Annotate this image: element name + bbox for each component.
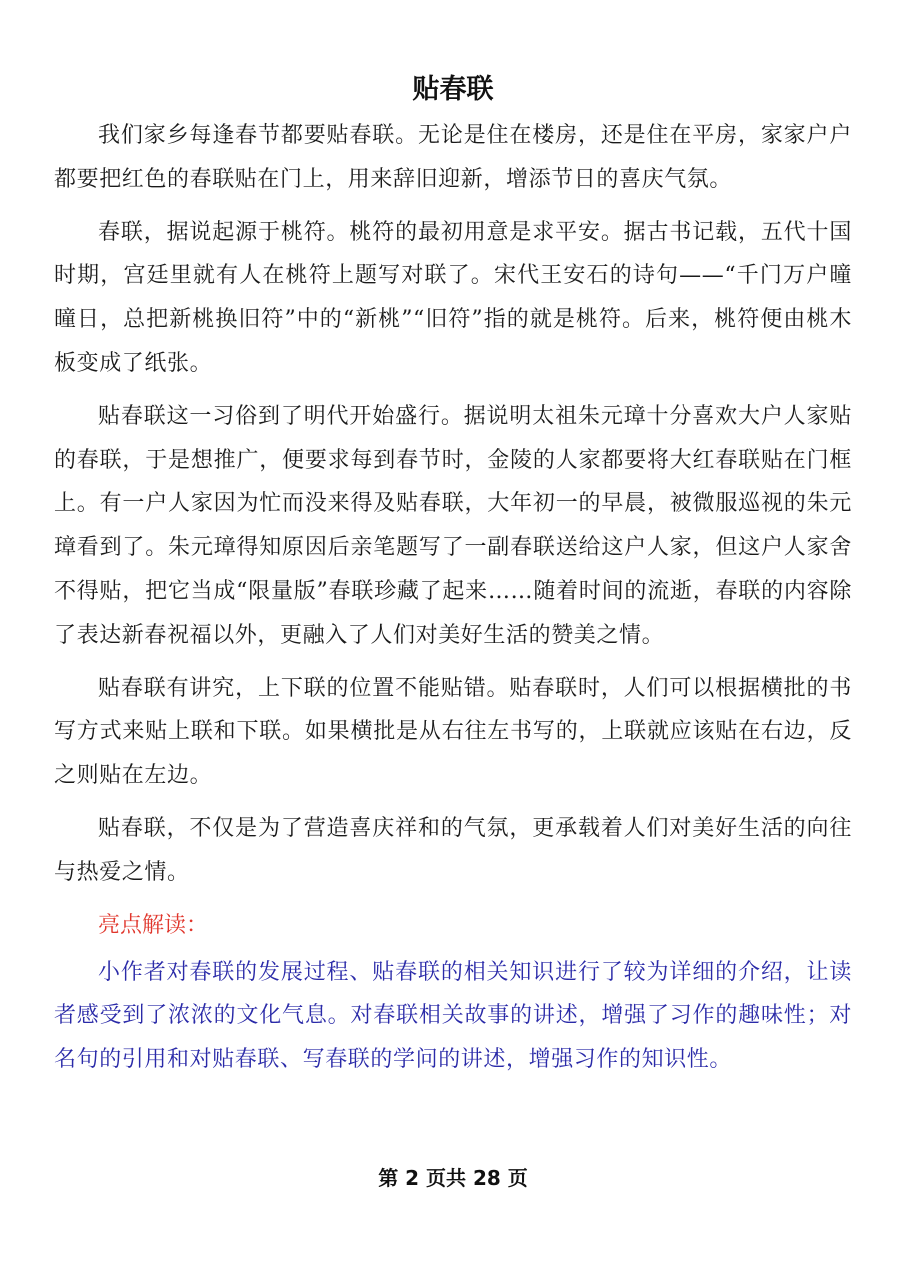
essay-paragraph-1: 我们家乡每逢春节都要贴春联。无论是住在楼房，还是住在平房，家家户户都要把红色的春联贴在门上，用来辞旧迎新，增添节日的喜庆气氛。: [54, 123, 852, 192]
highlight-commentary: 小作者对春联的发展过程、贴春联的相关知识进行了较为详细的介绍，让读者感受到了浓浓的文化气息。对春联相关故事的讲述，增强了习作的趣味性；对名句的引用和对贴春联、写春联的学问的讲述，增强习作的知识性。: [54, 959, 852, 1073]
essay-paragraph-4: 贴春联有讲究，上下联的位置不能贴错。贴春联时，人们可以根据横批的书写方式来贴上联和下联。如果横批是从右往左书写的，上联就应该贴在右边，反之则贴在左边。: [54, 675, 852, 789]
essay-paragraph-3: 贴春联这一习俗到了明代开始盛行。据说明太祖朱元璋十分喜欢大户人家贴的春联，于是想推广，便要求每到春节时，金陵的人家都要将大红春联贴在门框上。有一户人家因为忙而没来得及贴春联，大年初一的早晨，被微服巡视的朱元璋看到了。朱元璋得知原因后亲笔题写了一副春联送给这户人家，但这户人家舍不得贴，把它当成“限量版”春联珍藏了起来……随着时间的流逝，春联的内容除了表达新春祝福以外，更融入了人们对美好生活的赞美之情。: [54, 403, 852, 648]
essay-paragraph-2: 春联，据说起源于桃符。桃符的最初用意是求平安。据古书记载，五代十国时期，宫廷里就有人在桃符上题写对联了。宋代王安石的诗句——“千门万户曈曈日，总把新桃换旧符”中的“新桃”“旧符”指的就是桃符。后来，桃符便由桃木板变成了纸张。: [54, 219, 852, 376]
essay-title: 贴春联: [412, 74, 494, 105]
page-number: 第 2 页共 28 页: [378, 1166, 528, 1190]
highlight-heading: 亮点解读：: [98, 912, 209, 938]
essay-paragraph-5: 贴春联，不仅是为了营造喜庆祥和的气氛，更承载着人们对美好生活的向往与热爱之情。: [54, 815, 852, 885]
